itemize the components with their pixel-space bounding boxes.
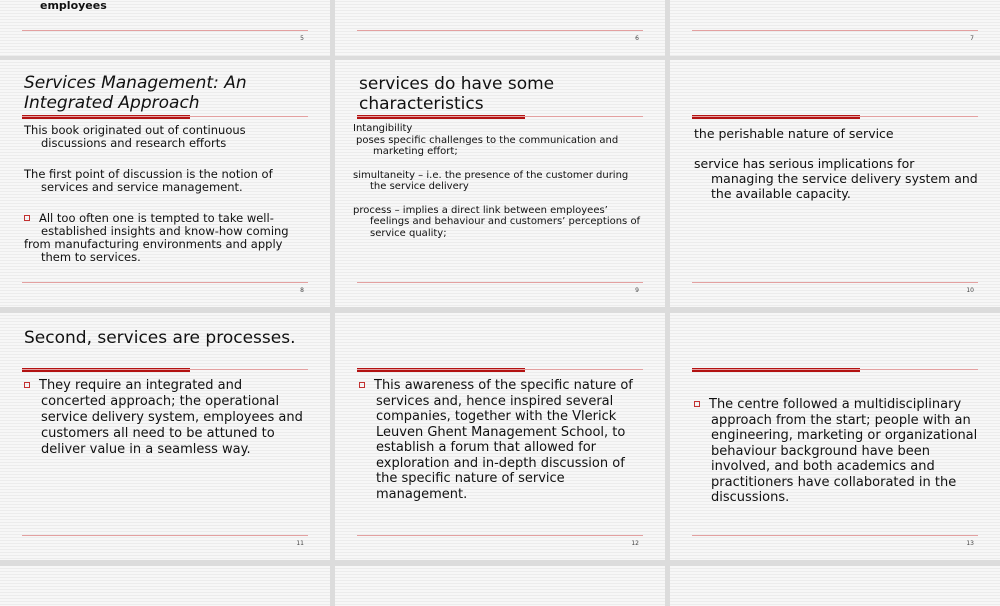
slide-number: 11: [296, 540, 304, 547]
paragraph: process – implies a direct link between employees’ feelings and behaviour and customers’ perceptions of service quality;: [353, 204, 641, 239]
slide-title: Second, services are processes.: [24, 328, 296, 348]
divider: [22, 30, 308, 31]
divider: [692, 116, 978, 117]
slide-10[interactable]: [670, 60, 1000, 307]
divider: [22, 369, 308, 370]
slide-12[interactable]: [335, 313, 665, 560]
divider: [357, 535, 643, 536]
slide-number: 10: [966, 287, 974, 294]
slide-number: 13: [966, 540, 974, 547]
bullet-paragraph: All too often one is tempted to take well-established insights and know-how coming: [24, 212, 310, 238]
slide-body: [24, 124, 310, 264]
paragraph: simultaneity – i.e. the presence of the customer during the service delivery: [353, 169, 629, 192]
slide-number: 5: [300, 35, 304, 42]
divider: [22, 116, 308, 117]
divider: [357, 30, 643, 31]
slide-number: 8: [300, 287, 304, 294]
slide-13[interactable]: [670, 313, 1000, 560]
slide-body: [353, 123, 645, 239]
slide-text-fragment: employees: [40, 0, 107, 12]
slide-number: 12: [631, 540, 639, 547]
slide-15[interactable]: [335, 566, 665, 606]
bullet-paragraph: This awareness of the specific nature of services and, hence inspired several companies, together with the Vlerick Leuven Ghent Management School, to establish a forum that allowed for exploration and in-depth discussion of the specific nature of service management.: [359, 378, 645, 502]
divider: [22, 535, 308, 536]
slide-9[interactable]: [335, 60, 665, 307]
divider: [22, 282, 308, 283]
paragraph: The first point of discussion is the notion of services and service management.: [24, 167, 273, 194]
slide-14[interactable]: [0, 566, 330, 606]
paragraph: service has serious implications for managing the service delivery system and the available capacity.: [694, 156, 978, 201]
slide-body: [24, 378, 310, 458]
slide-16[interactable]: [670, 566, 1000, 606]
bullet-icon: [694, 401, 700, 407]
slide-5[interactable]: [0, 0, 330, 56]
slide-11[interactable]: [0, 313, 330, 560]
divider: [357, 369, 643, 370]
slide-body: [694, 397, 980, 506]
divider: [357, 282, 643, 283]
bullet-paragraph: The centre followed a multidisciplinary approach from the start; people with an engineering, marketing or organizational behaviour background have been involved, and both academics and practitioners have collaborated in the discussions.: [694, 397, 980, 506]
bullet-paragraph: They require an integrated and concerted approach; the operational service delivery system, employees and customers all need to be attuned to deliver value in a seamless way.: [24, 378, 310, 458]
divider: [692, 369, 978, 370]
bullet-icon: [24, 215, 30, 221]
slide-number: 6: [635, 35, 639, 42]
slide-title: Services Management: An Integrated Approach: [24, 73, 247, 113]
slide-7[interactable]: [670, 0, 1000, 56]
paragraph: poses specific challenges to the communication and marketing effort;: [356, 134, 619, 157]
divider: [357, 116, 643, 117]
divider: [692, 282, 978, 283]
paragraph: the perishable nature of service: [694, 126, 894, 141]
slide-number: 9: [635, 287, 639, 294]
paragraph: from manufacturing environments and apply them to services.: [24, 237, 283, 264]
slide-6[interactable]: [335, 0, 665, 56]
divider: [692, 535, 978, 536]
slide-title: services do have some characteristics: [359, 74, 555, 114]
paragraph: This book originated out of continuous discussions and research efforts: [24, 123, 246, 150]
bullet-icon: [359, 382, 365, 388]
paragraph: Intangibility: [353, 123, 413, 134]
slide-number: 7: [970, 35, 974, 42]
bullet-icon: [24, 382, 30, 388]
slide-body: [694, 126, 980, 201]
slide-body: [359, 378, 645, 502]
divider: [692, 30, 978, 31]
slide-8[interactable]: [0, 60, 330, 307]
